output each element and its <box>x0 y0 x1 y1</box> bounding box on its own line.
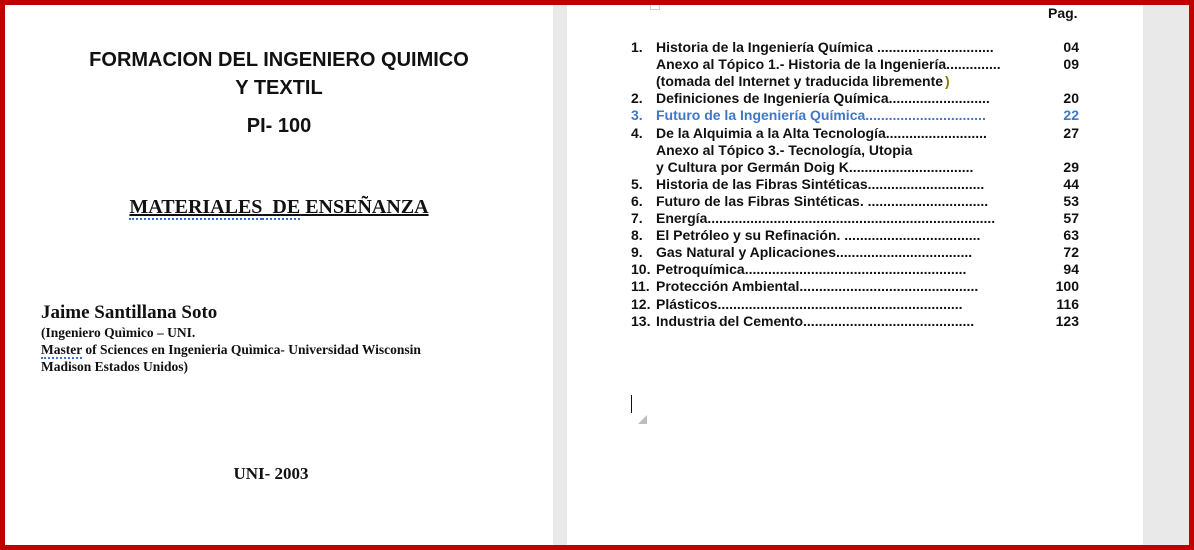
toc-entry-number: 10. <box>631 261 651 278</box>
toc-entry-title: Petroquímica......................................................... <box>656 261 967 278</box>
toc-entry[interactable] <box>631 261 1079 278</box>
affiliation-line-3: Madison Estados Unidos) <box>41 359 189 374</box>
materials-word: MATERIALES <box>129 196 263 218</box>
toc-entry-title: Energía.......................................................................... <box>656 210 996 226</box>
affiliation-line-2-rest: of Sciences en Ingenieria Quìmica- Universidad Wisconsin <box>81 342 421 357</box>
toc-entry[interactable] <box>631 227 1079 244</box>
page-column-header: Pag. <box>1048 5 1078 21</box>
toc-entry-page: 116 <box>1056 295 1079 312</box>
toc-entry-title: Protección Ambiental.............................................. <box>656 278 979 295</box>
toc-entry-page: 22 <box>1063 107 1079 124</box>
toc-entry[interactable] <box>631 107 1079 124</box>
author-name: Jaime Santillana Soto <box>41 302 218 323</box>
cover-page[interactable] <box>5 5 553 545</box>
toc-entry-page: 04 <box>1063 39 1079 55</box>
toc-entry[interactable] <box>631 313 1079 330</box>
toc-page[interactable] <box>567 5 1143 545</box>
toc-entry[interactable] <box>631 176 1079 193</box>
affiliation-line-2 <box>41 342 421 358</box>
toc-entry-page: 100 <box>1055 278 1079 295</box>
toc-entry-title: Definiciones de Ingeniería Química.......................... <box>656 90 990 107</box>
toc-entry-title: Historia de las Fibras Sintéticas.............................. <box>656 175 985 192</box>
toc-entry-number: 4. <box>631 124 643 141</box>
toc-entry[interactable] <box>631 244 1079 261</box>
toc-entry[interactable] <box>631 210 1079 227</box>
toc-entry-number: 12. <box>631 295 651 312</box>
toc-entry[interactable] <box>631 90 1079 107</box>
toc-entry-number: 5. <box>631 175 643 192</box>
toc-entry-number: 6. <box>631 192 643 209</box>
toc-entry-title: Historia de la Ingeniería Química .............................. <box>656 39 994 55</box>
margin-marker-icon <box>650 5 660 10</box>
toc-entry-title: Futuro de la Ingeniería Química............................... <box>656 107 986 124</box>
toc-entry-title: y Cultura por Germán Doig K................................ <box>656 158 974 175</box>
toc-entry-title: Anexo al Tópico 3.- Tecnología, Utopia <box>656 141 913 158</box>
toc-entry-page: 29 <box>1063 158 1079 175</box>
document-title-line-2: Y TEXTIL <box>235 77 323 99</box>
toc-entry-page: 63 <box>1063 227 1079 244</box>
toc-entry[interactable] <box>631 278 1079 295</box>
toc-entry[interactable] <box>631 56 1079 73</box>
toc-entry-page: 94 <box>1063 261 1079 278</box>
toc-entry-number: 9. <box>631 244 643 261</box>
toc-entry-title: Gas Natural y Aplicaciones................................... <box>656 244 973 261</box>
toc-entry-number: 11. <box>631 278 650 295</box>
toc-entry-page: 72 <box>1063 244 1079 261</box>
toc-entry[interactable] <box>631 39 1079 56</box>
toc-entry-number: 8. <box>631 227 643 244</box>
toc-entry-number: 13. <box>631 312 651 329</box>
toc-entry-number: 1. <box>631 39 643 55</box>
right-scroll-area[interactable] <box>1143 5 1189 545</box>
publication-year: UNI- 2003 <box>233 464 309 483</box>
affiliation-line-1: (Ingeniero Quìmico – UNI. <box>41 325 196 340</box>
toc-entry-page: 53 <box>1063 192 1079 209</box>
toc-entry[interactable] <box>631 142 1079 159</box>
toc-entry-number: 3. <box>631 107 643 124</box>
materials-heading <box>5 196 553 219</box>
document-title-line-1: FORMACION DEL INGENIERO QUIMICO <box>89 49 469 71</box>
toc-entry-page: 123 <box>1055 312 1079 329</box>
master-word: Master <box>41 342 82 357</box>
toc-entry-page: 27 <box>1063 124 1079 141</box>
materials-de-word: DE <box>262 196 301 218</box>
toc-entry-page: 09 <box>1063 56 1079 73</box>
toc-entry-page: 44 <box>1063 175 1079 192</box>
toc-entry-title: (tomada del Internet y traducida libremente <box>656 73 944 90</box>
toc-entry[interactable] <box>631 159 1079 176</box>
page-gutter <box>553 5 567 545</box>
toc-entry-number: 2. <box>631 90 643 107</box>
toc-entry-title: De la Alquimia a la Alta Tecnología.......................... <box>656 124 987 141</box>
closing-parenthesis: ) <box>945 73 950 90</box>
toc-entry[interactable] <box>631 193 1079 210</box>
text-cursor <box>631 395 632 413</box>
toc-entry-title: Plásticos............................................................... <box>656 295 963 312</box>
toc-entry-page: 57 <box>1063 210 1079 226</box>
materials-ensenanza-word: ENSEÑANZA <box>300 196 429 218</box>
toc-entry[interactable] <box>631 125 1079 142</box>
toc-entry-title: El Petróleo y su Refinación. ................................... <box>656 227 981 244</box>
toc-entry[interactable] <box>631 296 1079 313</box>
toc-entry-number: 7. <box>631 210 643 226</box>
toc-entry-page: 20 <box>1063 90 1079 107</box>
page-corner-icon <box>638 415 647 424</box>
course-code: PI- 100 <box>246 115 312 137</box>
toc-entry-title: Futuro de las Fibras Sintéticas. ............................... <box>656 192 989 209</box>
toc-entry-title: Anexo al Tópico 1.- Historia de la Ingeniería.............. <box>656 56 1001 73</box>
toc-entry-title: Industria del Cemento............................................ <box>656 312 975 329</box>
toc-entry[interactable] <box>631 73 1079 90</box>
